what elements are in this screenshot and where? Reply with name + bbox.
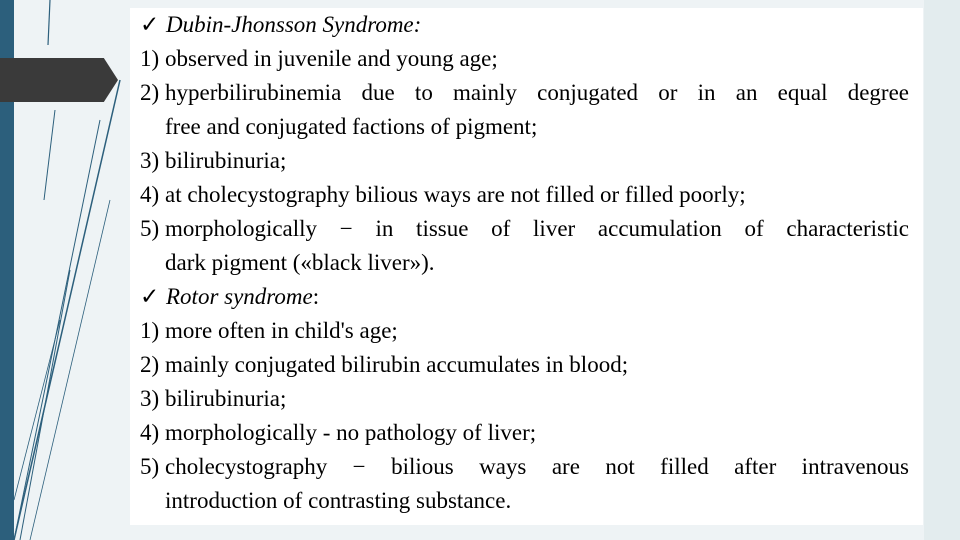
right-accent-band xyxy=(924,0,960,540)
list-item-rotor-4 xyxy=(130,416,909,450)
item-text: morphologically − in tissue of liver accumulation of characteristic xyxy=(165,216,909,241)
heading-dubin-text: Dubin-Jhonsson Syndrome: xyxy=(166,12,422,37)
item-number: 1) xyxy=(140,46,160,71)
list-item-dubin-5 xyxy=(130,212,909,246)
checkmark-icon: ✓ xyxy=(140,12,160,37)
item-text-continued: introduction of contrasting substance. xyxy=(165,488,512,513)
item-number: 3) xyxy=(140,148,160,173)
list-item-dubin-1 xyxy=(130,42,909,76)
slide-text xyxy=(130,8,909,518)
item-number: 5) xyxy=(140,216,160,241)
heading-dubin-johnson xyxy=(130,8,909,42)
item-number: 4) xyxy=(140,420,160,445)
list-item-dubin-5-continued xyxy=(130,246,909,280)
list-item-dubin-4 xyxy=(130,178,909,212)
list-item-rotor-5-continued xyxy=(130,484,909,518)
item-text: cholecystography − bilious ways are not filled after intravenous xyxy=(165,454,909,479)
list-item-dubin-3 xyxy=(130,144,909,178)
item-number: 5) xyxy=(140,454,160,479)
item-text: observed in juvenile and young age; xyxy=(165,46,498,71)
list-item-dubin-2-continued xyxy=(130,110,909,144)
checkmark-icon: ✓ xyxy=(140,284,160,309)
list-item-dubin-2 xyxy=(130,76,909,110)
item-text: mainly conjugated bilirubin accumulates in blood; xyxy=(165,352,629,377)
item-number: 4) xyxy=(140,182,160,207)
item-text: morphologically - no pathology of liver; xyxy=(165,420,537,445)
item-text-continued: free and conjugated factions of pigment; xyxy=(165,114,538,139)
heading-rotor-colon: : xyxy=(312,284,320,309)
item-text: bilirubinuria; xyxy=(165,386,287,411)
item-number: 2) xyxy=(140,352,160,377)
list-item-rotor-1 xyxy=(130,314,909,348)
item-text: hyperbilirubinemia due to mainly conjugated or in an equal degree xyxy=(165,80,909,105)
heading-rotor xyxy=(130,280,909,314)
item-text-continued: dark pigment («black liver»). xyxy=(165,250,435,275)
list-item-rotor-5 xyxy=(130,450,909,484)
list-item-rotor-2 xyxy=(130,348,909,382)
item-number: 1) xyxy=(140,318,160,343)
item-number: 2) xyxy=(140,80,160,105)
item-text: more often in child's age; xyxy=(165,318,398,343)
slide-content-panel xyxy=(130,8,923,525)
item-number: 3) xyxy=(140,386,160,411)
item-text: at cholecystography bilious ways are not filled or filled poorly; xyxy=(165,182,746,207)
arrow-tab-decoration xyxy=(0,58,118,102)
item-text: bilirubinuria; xyxy=(165,148,287,173)
heading-rotor-text: Rotor syndrome xyxy=(166,284,313,309)
list-item-rotor-3 xyxy=(130,382,909,416)
